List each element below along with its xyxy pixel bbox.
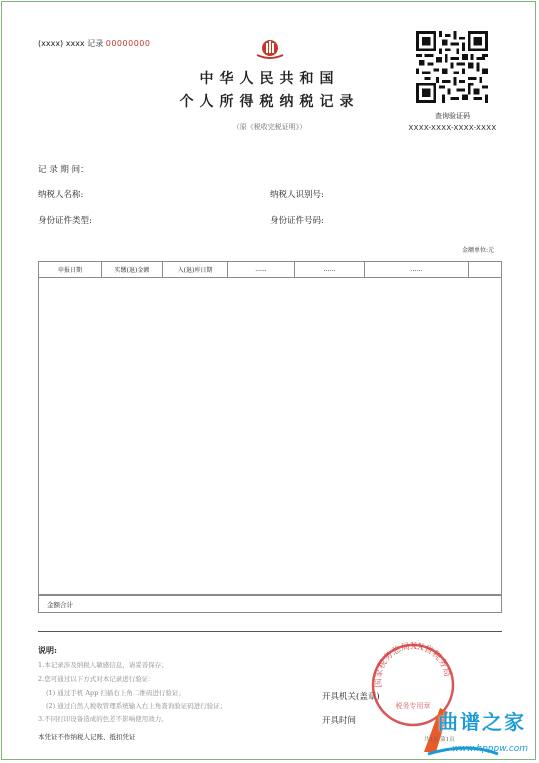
column-header: ...... xyxy=(365,262,469,278)
title-line-2: 个人所得税纳税记录 xyxy=(179,94,360,110)
column-header: ...... xyxy=(295,262,365,278)
seal-subtext: 税务专用章 xyxy=(395,702,431,710)
note-item: (1) 通过手机 App 扫描右上角二维码进行验证； xyxy=(46,689,185,697)
amount-unit: 金额单位:元 xyxy=(462,247,495,254)
query-verification-code: XXXX-XXXX-XXXX-XXXX xyxy=(408,124,497,132)
column-header: ...... xyxy=(228,262,295,278)
notes-title: 说明: xyxy=(38,645,57,655)
note-item: (2) 通过自然人税收管理系统输入右上角查询验证码进行验证； xyxy=(46,702,227,710)
subtitle: （原《税收完税证明》） xyxy=(232,123,307,131)
taxpayer-id-label: 纳税人识别号: xyxy=(270,190,324,200)
issuing-authority-label: 开具机关(盖章) xyxy=(322,692,380,702)
footer-note: 本凭证不作纳税人记账、抵扣凭证 xyxy=(38,733,136,741)
record-period-label: 记 录 期 间： xyxy=(38,165,89,175)
id-type-label: 身份证件类型: xyxy=(38,216,92,226)
column-header: 申报日期 xyxy=(39,262,102,278)
record-number: 00000000 xyxy=(105,39,151,48)
record-number-line xyxy=(38,38,150,49)
note-item: 1.本记录涉及纳税人敏感信息，请妥善保存； xyxy=(38,661,168,669)
page-number: 共1页 第1页 xyxy=(424,737,455,743)
id-number-label: 身份证件号码: xyxy=(270,216,324,226)
table-body xyxy=(38,277,502,595)
taxpayer-name-label: 纳税人名称: xyxy=(38,190,84,200)
tax-emblem-icon xyxy=(254,37,286,61)
total-label: 金额合计 xyxy=(47,601,73,609)
note-item: 3.不同打印设备造成的色差不影响使用效力。 xyxy=(38,715,168,723)
column-header: 入(退)库日期 xyxy=(163,262,228,278)
column-header xyxy=(469,262,502,278)
table-header-row xyxy=(39,262,502,278)
issue-time-label: 开具时间 xyxy=(322,716,357,726)
svg-text:国家税务总局XX省税务局 xyxy=(372,641,453,688)
seal-text: 国家税务总局XX省税务局 xyxy=(373,641,452,688)
qr-label: 查询验证码 xyxy=(435,112,470,120)
record-label: (xxxx) xxxx 记录 xyxy=(38,39,104,48)
note-item: 2.您可通过以下方式对本记录进行验证： xyxy=(38,675,155,683)
tax-record-table xyxy=(38,261,502,278)
watermark-url: www.hpppw.com xyxy=(452,744,529,754)
total-row xyxy=(38,595,502,613)
qr-code-icon[interactable] xyxy=(416,31,488,103)
divider xyxy=(38,631,502,632)
watermark-text: 曲谱之家 xyxy=(438,710,526,734)
column-header: 实缴(退)金额 xyxy=(102,262,163,278)
title-line-1: 中华人民共和国 xyxy=(199,71,340,87)
